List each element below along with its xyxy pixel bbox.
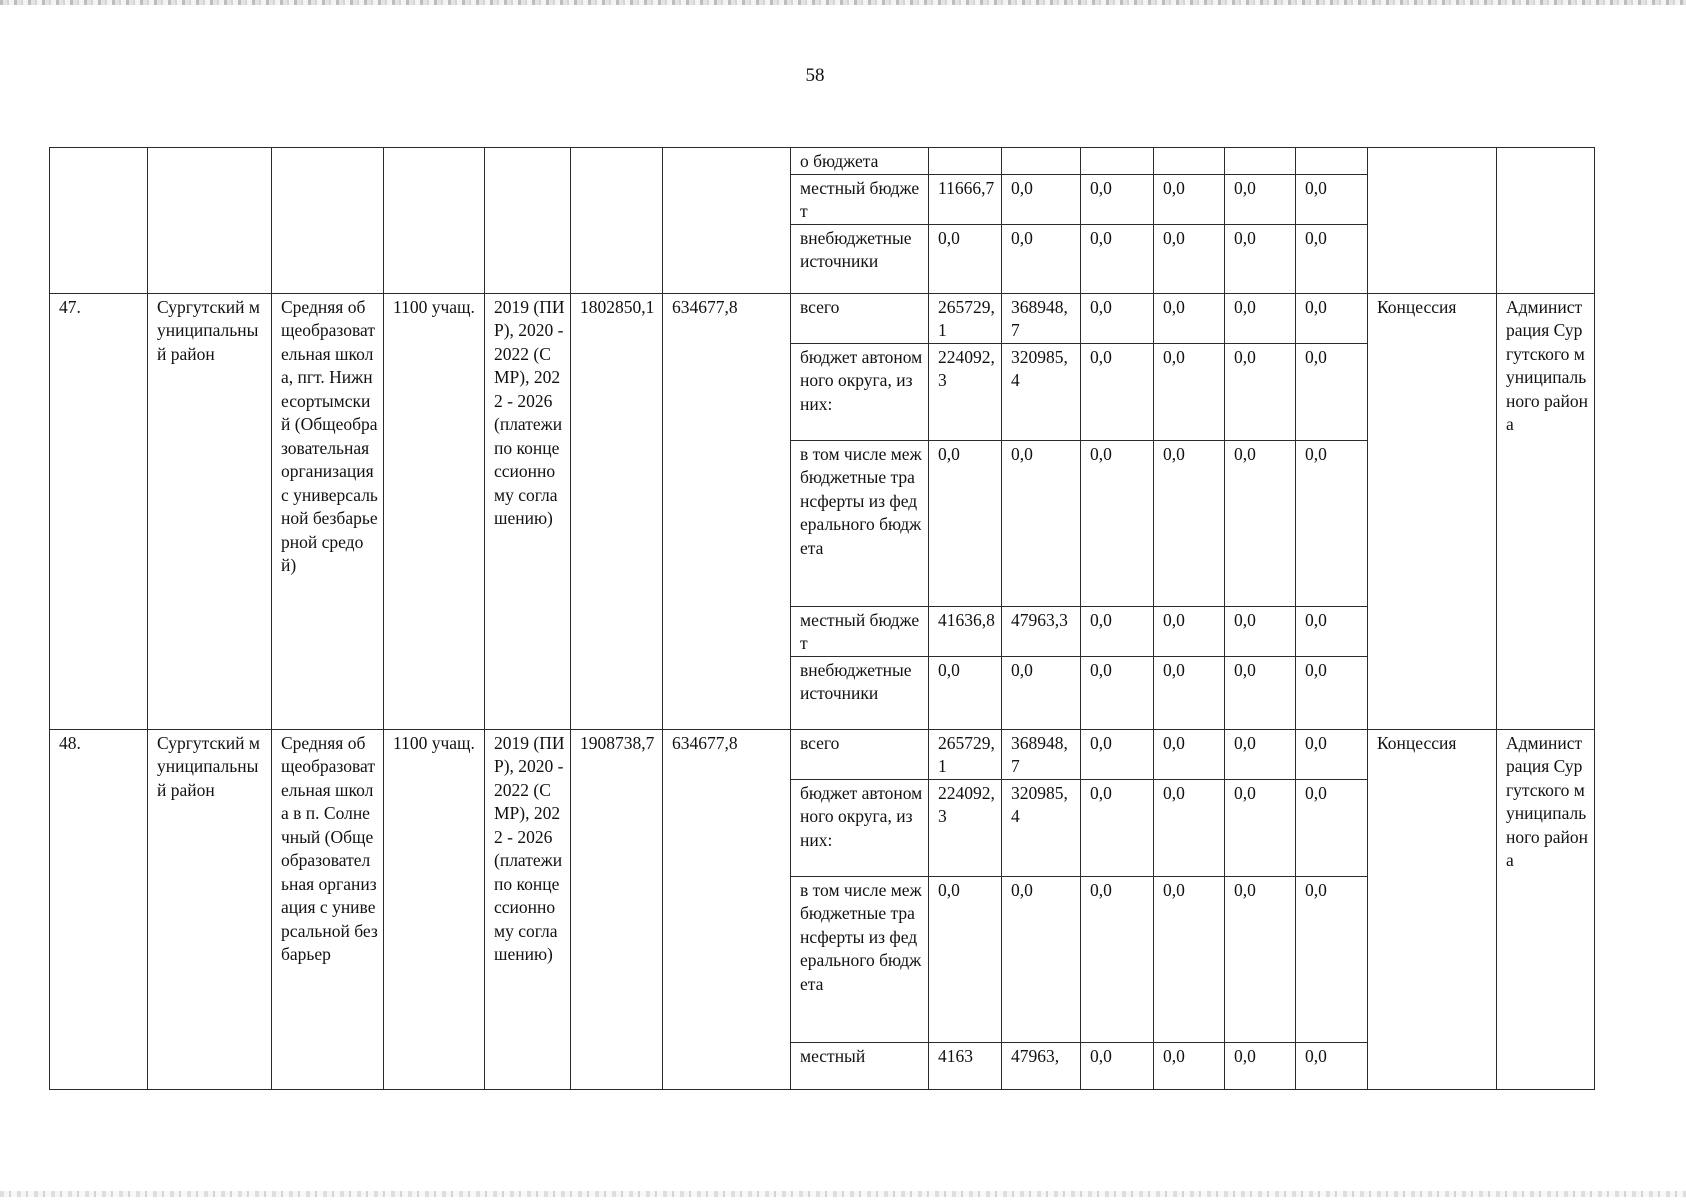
- amount-cell: 0,0: [1225, 656, 1296, 729]
- amount-cell: 0,0: [1225, 224, 1296, 293]
- funding-source-cell: местный бюджет: [791, 174, 929, 224]
- empty-cell: [485, 148, 571, 294]
- amount-cell: 47963,: [1002, 1042, 1081, 1089]
- funding-source-cell: всего: [791, 729, 929, 779]
- remaining-cost-cell: 634677,8: [663, 293, 791, 729]
- amount-cell: 0,0: [1296, 293, 1368, 343]
- amount-cell: 0,0: [1154, 440, 1225, 606]
- page-number: 58: [805, 65, 825, 86]
- amount-cell: 0,0: [1002, 440, 1081, 606]
- amount-cell: [1154, 148, 1225, 175]
- amount-cell: 0,0: [1225, 606, 1296, 656]
- amount-cell: 0,0: [1296, 1042, 1368, 1089]
- amount-cell: 320985,4: [1002, 779, 1081, 876]
- amount-cell: 0,0: [1225, 729, 1296, 779]
- amount-cell: 0,0: [1081, 174, 1154, 224]
- amount-cell: [1225, 148, 1296, 175]
- capacity-cell: 1100 учащ.: [384, 729, 485, 1089]
- object-name-cell: Средняя общеобразовательная школа в п. Солнечный (Общеобразовательная организация с универсальной безбарьер: [272, 729, 384, 1089]
- amount-cell: 0,0: [1002, 656, 1081, 729]
- total-cost-cell: 1908738,7: [571, 729, 663, 1089]
- funding-source-cell: о бюджета: [791, 148, 929, 175]
- amount-cell: 0,0: [1081, 606, 1154, 656]
- empty-cell: [50, 148, 148, 294]
- mechanism-cell: Концессия: [1368, 293, 1497, 729]
- amount-cell: 0,0: [929, 656, 1002, 729]
- funding-source-cell: всего: [791, 293, 929, 343]
- customer-cell: Администрация Сургутского муниципального района: [1497, 729, 1595, 1089]
- amount-cell: [1002, 148, 1081, 175]
- amount-cell: 0,0: [1225, 440, 1296, 606]
- amount-cell: [1081, 148, 1154, 175]
- amount-cell: 0,0: [1296, 224, 1368, 293]
- amount-cell: 0,0: [1296, 606, 1368, 656]
- amount-cell: 41636,8: [929, 606, 1002, 656]
- amount-cell: 224092,3: [929, 343, 1002, 440]
- amount-cell: 0,0: [1225, 343, 1296, 440]
- funding-source-cell: бюджет автономного округа, из них:: [791, 779, 929, 876]
- funding-source-cell: внебюджетные источники: [791, 656, 929, 729]
- table-row: [50, 729, 1595, 779]
- empty-cell: [148, 148, 272, 294]
- municipality-cell: Сургутский муниципальный район: [148, 729, 272, 1089]
- amount-cell: 0,0: [1296, 729, 1368, 779]
- amount-cell: 0,0: [1081, 656, 1154, 729]
- amount-cell: 0,0: [1002, 876, 1081, 1042]
- capacity-cell: 1100 учащ.: [384, 293, 485, 729]
- amount-cell: 368948,7: [1002, 729, 1081, 779]
- amount-cell: 0,0: [1225, 293, 1296, 343]
- amount-cell: 0,0: [929, 224, 1002, 293]
- funding-source-cell: внебюджетные источники: [791, 224, 929, 293]
- amount-cell: 0,0: [1002, 174, 1081, 224]
- funding-source-cell: бюджет автономного округа, из них:: [791, 343, 929, 440]
- amount-cell: 0,0: [1154, 174, 1225, 224]
- amount-cell: 0,0: [1002, 224, 1081, 293]
- amount-cell: 0,0: [1154, 729, 1225, 779]
- funding-source-cell: местный: [791, 1042, 929, 1089]
- amount-cell: 265729,1: [929, 729, 1002, 779]
- empty-cell: [663, 148, 791, 294]
- amount-cell: 0,0: [1154, 293, 1225, 343]
- empty-cell: [1368, 148, 1497, 294]
- amount-cell: 0,0: [1081, 293, 1154, 343]
- amount-cell: 265729,1: [929, 293, 1002, 343]
- mechanism-cell: Концессия: [1368, 729, 1497, 1089]
- total-cost-cell: 1802850,1: [571, 293, 663, 729]
- empty-cell: [571, 148, 663, 294]
- amount-cell: 224092,3: [929, 779, 1002, 876]
- amount-cell: 0,0: [1081, 729, 1154, 779]
- amount-cell: 0,0: [1296, 876, 1368, 1042]
- municipality-cell: Сургутский муниципальный район: [148, 293, 272, 729]
- amount-cell: 0,0: [1081, 876, 1154, 1042]
- amount-cell: 0,0: [1081, 440, 1154, 606]
- remaining-cost-cell: 634677,8: [663, 729, 791, 1089]
- amount-cell: 0,0: [929, 440, 1002, 606]
- amount-cell: 0,0: [1225, 876, 1296, 1042]
- period-cell: 2019 (ПИР), 2020 - 2022 (СМР), 2022 - 2026 (платежи по концессионному соглашению): [485, 293, 571, 729]
- customer-cell: Администрация Сургутского муниципального района: [1497, 293, 1595, 729]
- amount-cell: 47963,3: [1002, 606, 1081, 656]
- table-body: [50, 148, 1595, 1090]
- empty-cell: [384, 148, 485, 294]
- amount-cell: 0,0: [1154, 1042, 1225, 1089]
- amount-cell: 0,0: [1154, 343, 1225, 440]
- amount-cell: 0,0: [1296, 779, 1368, 876]
- amount-cell: 0,0: [1081, 343, 1154, 440]
- funding-source-cell: местный бюджет: [791, 606, 929, 656]
- amount-cell: 11666,7: [929, 174, 1002, 224]
- amount-cell: 0,0: [1154, 779, 1225, 876]
- amount-cell: 368948,7: [1002, 293, 1081, 343]
- amount-cell: 0,0: [1225, 174, 1296, 224]
- amount-cell: 0,0: [1296, 440, 1368, 606]
- funding-source-cell: в том числе межбюджетные трансферты из федерального бюджета: [791, 440, 929, 606]
- amount-cell: [1296, 148, 1368, 175]
- scan-edge-top: [0, 0, 1686, 5]
- amount-cell: 0,0: [1154, 656, 1225, 729]
- amount-cell: 4163: [929, 1042, 1002, 1089]
- empty-cell: [272, 148, 384, 294]
- amount-cell: [929, 148, 1002, 175]
- scan-edge-bottom: [0, 1191, 1686, 1197]
- amount-cell: 0,0: [1081, 1042, 1154, 1089]
- amount-cell: 0,0: [1081, 779, 1154, 876]
- amount-cell: 0,0: [929, 876, 1002, 1042]
- budget-table: [49, 147, 1595, 1090]
- object-name-cell: Средняя общеобразовательная школа, пгт. Нижнесортымский (Общеобразовательная организация с универсальной безбарьерной средой): [272, 293, 384, 729]
- amount-cell: 0,0: [1081, 224, 1154, 293]
- amount-cell: 320985,4: [1002, 343, 1081, 440]
- table-row: [50, 293, 1595, 343]
- amount-cell: 0,0: [1154, 224, 1225, 293]
- amount-cell: 0,0: [1296, 656, 1368, 729]
- table-row: [50, 148, 1595, 175]
- amount-cell: 0,0: [1225, 1042, 1296, 1089]
- amount-cell: 0,0: [1296, 174, 1368, 224]
- row-number-cell: 48.: [50, 729, 148, 1089]
- amount-cell: 0,0: [1296, 343, 1368, 440]
- empty-cell: [1497, 148, 1595, 294]
- period-cell: 2019 (ПИР), 2020 - 2022 (СМР), 2022 - 2026 (платежи по концессионному соглашению): [485, 729, 571, 1089]
- funding-source-cell: в том числе межбюджетные трансферты из федерального бюджета: [791, 876, 929, 1042]
- row-number-cell: 47.: [50, 293, 148, 729]
- amount-cell: 0,0: [1225, 779, 1296, 876]
- amount-cell: 0,0: [1154, 876, 1225, 1042]
- amount-cell: 0,0: [1154, 606, 1225, 656]
